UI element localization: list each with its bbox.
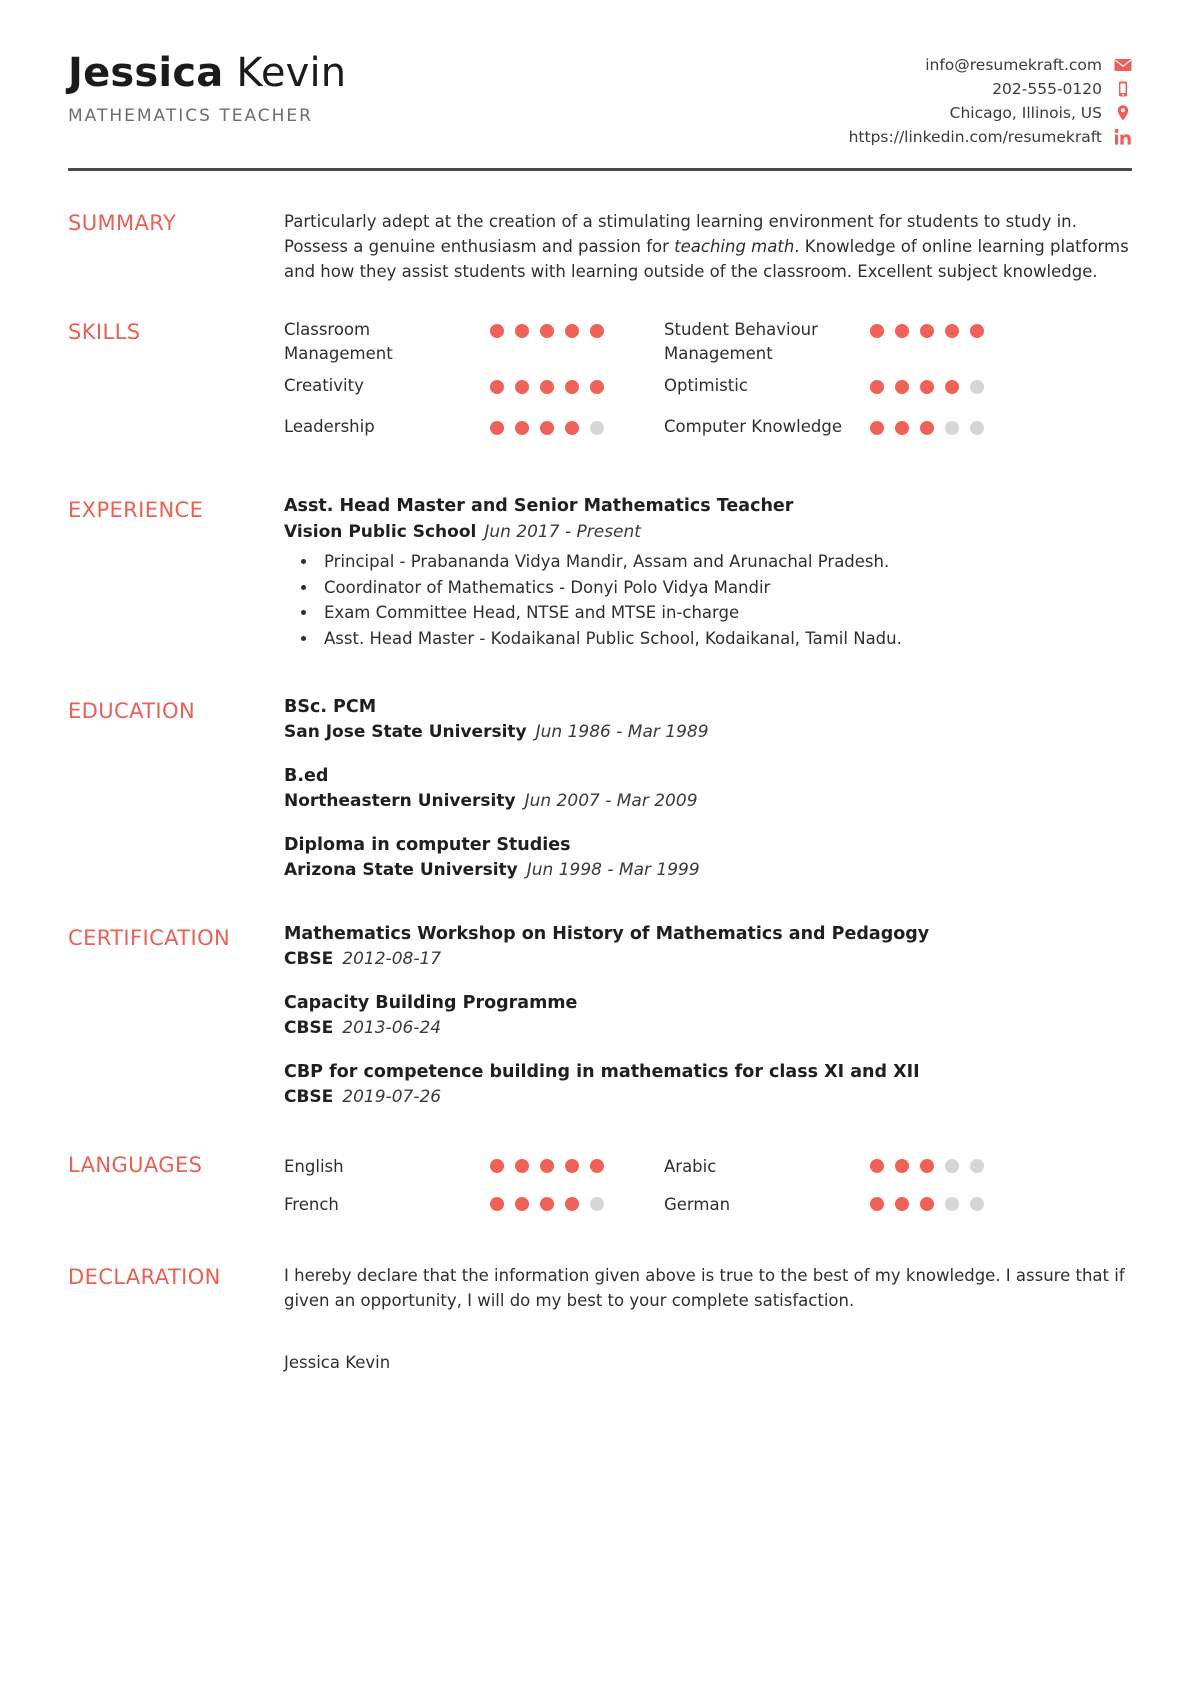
last-name: Kevin	[236, 50, 347, 96]
language-item	[284, 1151, 664, 1181]
resume-header	[68, 40, 1132, 146]
education-degree: Diploma in computer Studies	[284, 835, 571, 856]
rating-dot	[945, 1197, 959, 1211]
language-name: German	[664, 1194, 731, 1214]
experience-org: Vision Public School	[284, 522, 477, 543]
skill-rating	[870, 415, 984, 435]
language-rating	[870, 1197, 984, 1211]
rating-dot	[970, 421, 984, 435]
section-title-skills: SKILLS	[68, 320, 141, 345]
rating-dot	[515, 1159, 529, 1173]
experience-bullet: • Asst. Head Master - Kodaikanal Public School, Kodaikanal, Tamil Nadu.	[318, 626, 1132, 652]
certification-date: 2013-06-24	[342, 1018, 442, 1039]
skill-rating	[490, 318, 604, 338]
certification-name: Capacity Building Programme	[284, 993, 578, 1014]
language-item	[664, 1189, 1132, 1219]
education-dates: Jun 1998 - Mar 1999	[526, 860, 700, 881]
experience-item	[284, 496, 1132, 651]
skills-grid	[284, 318, 1132, 448]
section-education	[68, 697, 1132, 880]
rating-dot	[590, 380, 604, 394]
language-rating	[490, 1159, 604, 1173]
rating-dot	[590, 1159, 604, 1173]
rating-dot	[920, 380, 934, 394]
certification-item	[284, 993, 1132, 1038]
education-school: San Jose State University	[284, 722, 527, 743]
certification-item	[284, 924, 1132, 969]
contact-linkedin-text: https://linkedin.com/resumekraft	[848, 128, 1102, 146]
page-title	[68, 52, 346, 94]
certification-issuer-line	[284, 949, 1132, 969]
education-dates: Jun 1986 - Mar 1989	[535, 722, 709, 743]
rating-dot	[540, 1159, 554, 1173]
rating-dot	[490, 421, 504, 435]
education-school-line	[284, 791, 1132, 811]
first-name: Jessica	[68, 50, 224, 96]
phone-icon	[1114, 80, 1132, 98]
rating-dot	[970, 1197, 984, 1211]
section-title-declaration: DECLARATION	[68, 1265, 221, 1290]
email-icon	[1114, 56, 1132, 74]
summary-text-emphasis: teaching math	[674, 237, 795, 257]
rating-dot	[870, 1159, 884, 1173]
section-title-summary: SUMMARY	[68, 211, 177, 235]
language-name: Arabic	[664, 1156, 717, 1176]
skills-body	[284, 318, 1132, 448]
contact-linkedin[interactable]	[849, 128, 1132, 146]
rating-dot	[870, 1197, 884, 1211]
rating-dot	[490, 324, 504, 338]
rating-dot	[895, 324, 909, 338]
skill-name: Classroom Management	[284, 320, 393, 364]
contact-location-text: Chicago, Illinois, US	[949, 104, 1102, 122]
skill-rating	[870, 374, 984, 394]
language-name: French	[284, 1194, 339, 1214]
rating-dot	[895, 421, 909, 435]
declaration-text: I hereby declare that the information given above is true to the best of my knowledge. I assure that if given an opportunity, I will do my best to your complete satisfaction.	[284, 1266, 1125, 1311]
experience-role: Asst. Head Master and Senior Mathematics Teacher	[284, 496, 794, 517]
skill-name: Optimistic	[664, 376, 748, 396]
rating-dot	[895, 1159, 909, 1173]
contact-location[interactable]	[950, 104, 1132, 122]
experience-bullet: • Exam Committee Head, NTSE and MTSE in-charge	[318, 600, 1132, 626]
certification-issuer: CBSE	[284, 1018, 334, 1039]
skill-item	[284, 374, 664, 407]
skill-rating	[490, 374, 604, 394]
languages-grid	[284, 1151, 1132, 1219]
rating-dot	[920, 1159, 934, 1173]
education-degree: BSc. PCM	[284, 697, 377, 718]
certification-date: 2012-08-17	[342, 949, 442, 970]
certification-issuer-line	[284, 1087, 1132, 1107]
rating-dot	[970, 1159, 984, 1173]
rating-dot	[945, 421, 959, 435]
rating-dot	[895, 380, 909, 394]
rating-dot	[515, 380, 529, 394]
skill-rating	[490, 415, 604, 435]
experience-org-line	[284, 522, 1132, 542]
skill-item	[664, 318, 1132, 366]
certification-date: 2019-07-26	[342, 1087, 442, 1108]
certification-issuer-line	[284, 1018, 1132, 1038]
language-rating	[490, 1197, 604, 1211]
rating-dot	[540, 1197, 554, 1211]
rating-dot	[490, 1159, 504, 1173]
rating-dot	[590, 1197, 604, 1211]
section-certification	[68, 924, 1132, 1107]
skill-name: Creativity	[284, 376, 364, 396]
experience-bullet: • Coordinator of Mathematics - Donyi Polo Vidya Mandir	[318, 575, 1132, 601]
location-pin-icon	[1114, 104, 1132, 122]
rating-dot	[515, 421, 529, 435]
rating-dot	[515, 324, 529, 338]
rating-dot	[590, 324, 604, 338]
rating-dot	[565, 324, 579, 338]
certification-name: Mathematics Workshop on History of Mathematics and Pedagogy	[284, 924, 930, 945]
rating-dot	[540, 324, 554, 338]
declaration-body	[284, 1263, 1132, 1372]
language-name: English	[284, 1156, 344, 1176]
summary-text-part2: . Knowledge of online learning platforms and how they assist students with learning outside of the classroom. Excellent subject knowledge.	[284, 237, 1129, 282]
rating-dot	[870, 380, 884, 394]
skill-item	[284, 318, 664, 366]
summary-text-part1: Particularly adept at the creation of a stimulating learning environment for students to study in. Possess a genuine enthusiasm and passion for	[284, 212, 1077, 257]
rating-dot	[490, 380, 504, 394]
linkedin-icon	[1114, 128, 1132, 146]
education-body	[284, 697, 1132, 880]
rating-dot	[565, 1197, 579, 1211]
section-title-education: EDUCATION	[68, 699, 196, 724]
contact-email[interactable]	[925, 56, 1132, 74]
skill-name: Computer Knowledge	[664, 417, 842, 437]
section-experience	[68, 496, 1132, 651]
skill-item	[664, 415, 1132, 448]
section-skills	[68, 318, 1132, 448]
education-dates: Jun 2007 - Mar 2009	[524, 791, 698, 812]
rating-dot	[870, 324, 884, 338]
rating-dot	[920, 1197, 934, 1211]
rating-dot	[540, 421, 554, 435]
rating-dot	[945, 1159, 959, 1173]
contact-phone-text: 202-555-0120	[992, 80, 1102, 98]
language-item	[284, 1189, 664, 1219]
certification-body	[284, 924, 1132, 1107]
rating-dot	[945, 324, 959, 338]
skill-name: Leadership	[284, 417, 375, 437]
certification-issuer: CBSE	[284, 1087, 334, 1108]
skill-item	[664, 374, 1132, 407]
certification-item	[284, 1062, 1132, 1107]
rating-dot	[945, 380, 959, 394]
education-school-line	[284, 860, 1132, 880]
section-declaration	[68, 1263, 1132, 1372]
contact-email-text: info@resumekraft.com	[925, 56, 1102, 74]
education-degree: B.ed	[284, 766, 329, 787]
rating-dot	[565, 421, 579, 435]
rating-dot	[920, 421, 934, 435]
experience-bullets	[284, 549, 1132, 651]
education-school-line	[284, 722, 1132, 742]
education-item	[284, 766, 1132, 811]
summary-body	[284, 209, 1132, 284]
experience-dates: Jun 2017 - Present	[484, 522, 641, 543]
education-school: Northeastern University	[284, 791, 516, 812]
rating-dot	[870, 421, 884, 435]
skill-item	[284, 415, 664, 448]
education-item	[284, 697, 1132, 742]
rating-dot	[565, 380, 579, 394]
certification-issuer: CBSE	[284, 949, 334, 970]
section-title-experience: EXPERIENCE	[68, 498, 204, 523]
certification-name: CBP for competence building in mathematics for class XI and XII	[284, 1062, 920, 1083]
rating-dot	[490, 1197, 504, 1211]
languages-body	[284, 1151, 1132, 1219]
rating-dot	[590, 421, 604, 435]
rating-dot	[515, 1197, 529, 1211]
section-title-certification: CERTIFICATION	[68, 926, 231, 951]
skill-rating	[870, 318, 984, 338]
language-item	[664, 1151, 1132, 1181]
section-languages	[68, 1151, 1132, 1219]
rating-dot	[895, 1197, 909, 1211]
section-title-languages: LANGUAGES	[68, 1153, 203, 1178]
skill-name: Student Behaviour Management	[664, 320, 818, 364]
education-school: Arizona State University	[284, 860, 518, 881]
job-title: MATHEMATICS TEACHER	[68, 106, 313, 126]
summary-text	[284, 209, 1132, 284]
experience-body	[284, 496, 1132, 651]
contact-phone[interactable]	[992, 80, 1132, 98]
language-rating	[870, 1159, 984, 1173]
rating-dot	[970, 324, 984, 338]
education-item	[284, 835, 1132, 880]
experience-bullet: • Principal - Prabananda Vidya Mandir, Assam and Arunachal Pradesh.	[318, 549, 1132, 575]
declaration-signature: Jessica Kevin	[284, 1353, 391, 1373]
rating-dot	[540, 380, 554, 394]
rating-dot	[970, 380, 984, 394]
contact-list	[849, 48, 1132, 146]
rating-dot	[565, 1159, 579, 1173]
header-divider	[68, 168, 1132, 171]
name-block	[68, 48, 346, 126]
section-summary	[68, 209, 1132, 284]
rating-dot	[920, 324, 934, 338]
